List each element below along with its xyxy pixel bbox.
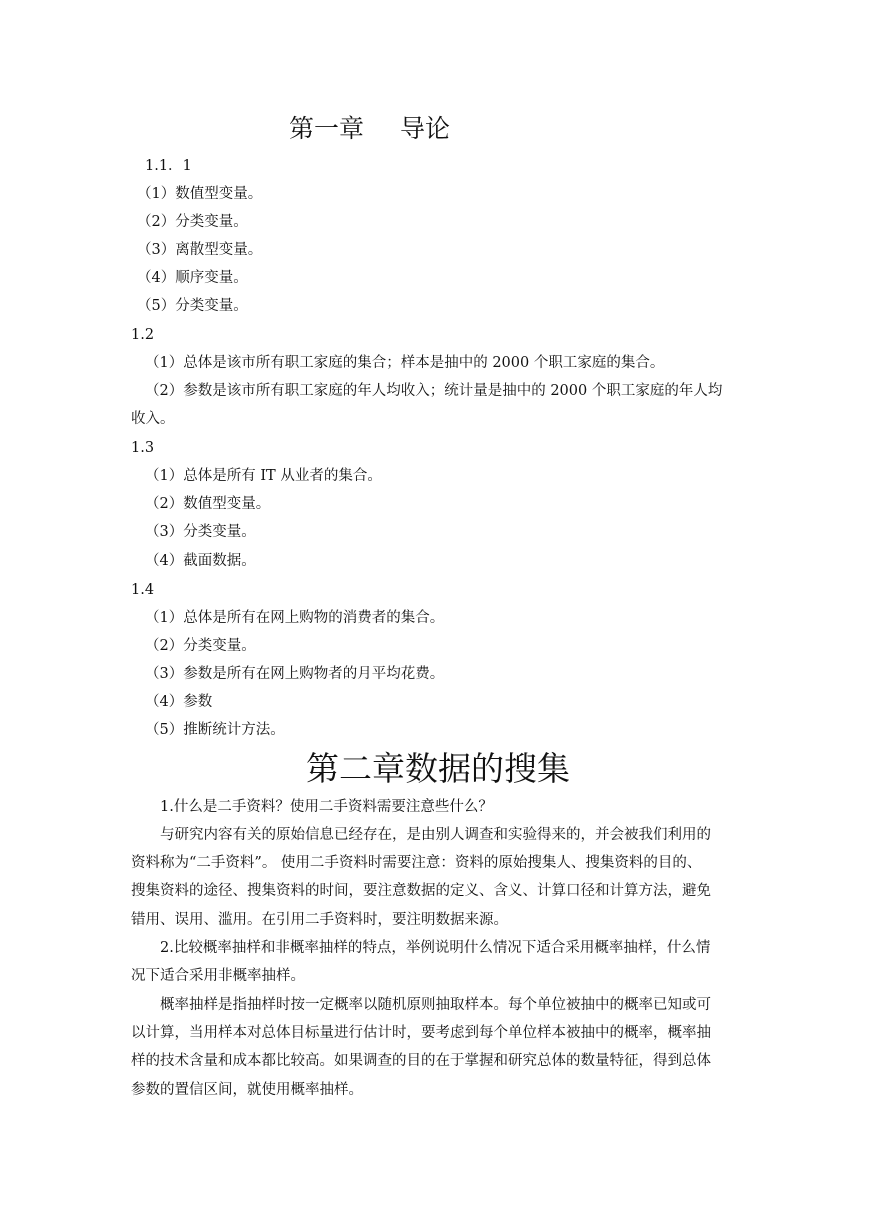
answer-line: （3）参数是所有在网上购物者的月平均花费。	[145, 666, 445, 682]
answer-line-wrap: 收入。	[131, 411, 175, 427]
answer-line: （2）分类变量。	[137, 214, 248, 230]
chapter-1-title	[289, 114, 450, 144]
paragraph-line: 以计算，当用样本对总体目标量进行估计时，要考虑到每个单位样本被抽中的概率，概率抽	[131, 1025, 711, 1041]
paragraph-line: 搜集资料的途径、搜集资料的时间，要注意数据的定义、含义、计算口径和计算方法，避免	[131, 883, 711, 899]
question-text-wrap: 况下适合采用非概率抽样。	[131, 968, 305, 984]
paragraph-line: 样的技术含量和成本都比较高。如果调查的目的在于掌握和研究总体的数量特征，得到总体	[131, 1053, 711, 1069]
answer-line: （3）离散型变量。	[137, 242, 263, 258]
paragraph-line: 参数的置信区间，就使用概率抽样。	[131, 1082, 363, 1098]
answer-line: （1）数值型变量。	[137, 186, 263, 202]
question-1-2-number: 1.2	[131, 327, 155, 343]
answer-line: （5）推断统计方法。	[145, 722, 285, 738]
answer-line: （3）分类变量。	[145, 524, 256, 540]
paragraph-line: 资料称为“二手资料”。 使用二手资料时需要注意：资料的原始搜集人、搜集资料的目的、	[131, 855, 702, 871]
answer-line: （2）参数是该市所有职工家庭的年人均收入；统计量是抽中的 2000 个职工家庭的年人均	[145, 383, 723, 399]
answer-line: （2）分类变量。	[145, 638, 256, 654]
question-1-3-number: 1.3	[131, 440, 155, 456]
answer-line: （1）总体是该市所有职工家庭的集合；样本是抽中的 2000 个职工家庭的集合。	[145, 355, 665, 371]
question-1-1-1-number: 1.1．1	[145, 158, 192, 174]
chapter-2-title: 第二章数据的搜集	[306, 749, 570, 788]
question-text: 2.比较概率抽样和非概率抽样的特点，举例说明什么情况下适合采用概率抽样，什么情	[160, 940, 711, 956]
answer-line: （4）顺序变量。	[137, 270, 248, 286]
paragraph-line: 概率抽样是指抽样时按一定概率以随机原则抽取样本。每个单位被抽中的概率已知或可	[160, 997, 711, 1013]
paragraph-line: 与研究内容有关的原始信息已经存在，是由别人调查和实验得来的，并会被我们利用的	[160, 827, 711, 843]
answer-line: （5）分类变量。	[137, 298, 248, 314]
answer-line: （2）数值型变量。	[145, 496, 271, 512]
chapter-1-number: 第一章	[289, 114, 365, 143]
answer-line: （4）参数	[145, 694, 213, 710]
answer-line: （1）总体是所有 IT 从业者的集合。	[145, 468, 382, 484]
paragraph-line: 错用、误用、滥用。在引用二手资料时，要注明数据来源。	[131, 912, 508, 928]
question-1-4-number: 1.4	[131, 582, 155, 598]
question-text: 1.什么是二手资料？使用二手资料需要注意些什么？	[160, 799, 493, 815]
answer-line: （4）截面数据。	[145, 553, 256, 569]
chapter-1-name: 导论	[400, 114, 451, 143]
answer-line: （1）总体是所有在网上购物的消费者的集合。	[145, 610, 445, 626]
